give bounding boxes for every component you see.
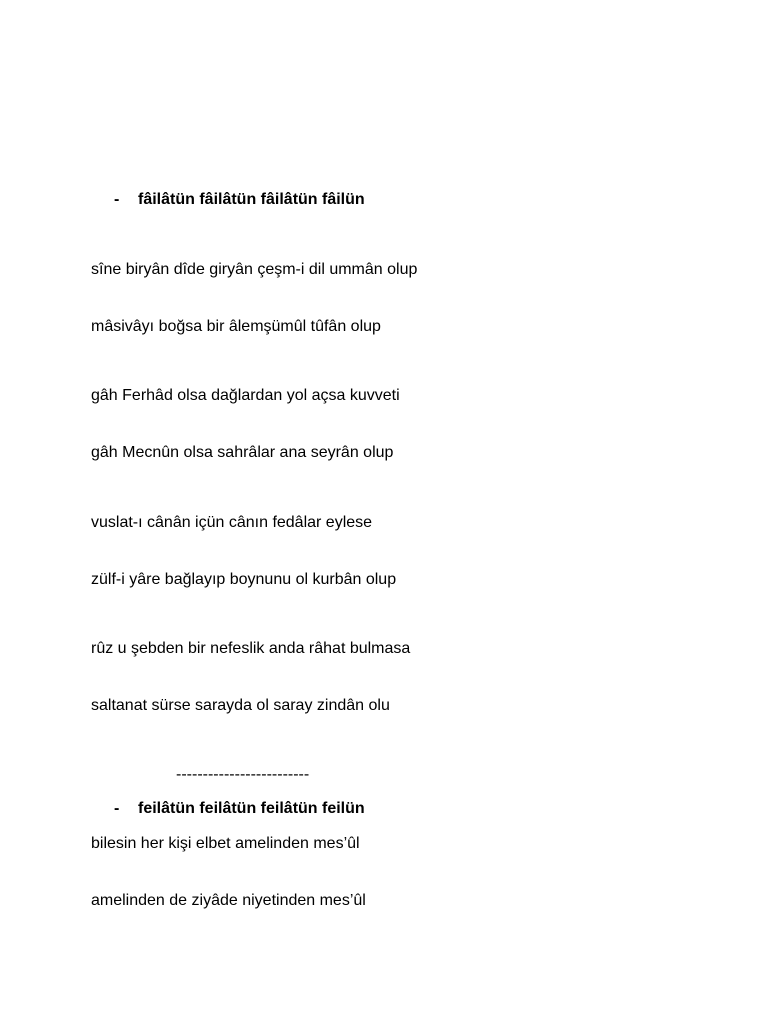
verse-line: gâh Mecnûn olsa sahrâlar ana seyrân olup [91, 444, 394, 461]
meter-text: fâilâtün fâilâtün fâilâtün fâilün [138, 191, 365, 208]
section-separator: ------------------------- [176, 766, 310, 783]
verse-line: saltanat sürse sarayda ol saray zindân olu [91, 697, 390, 714]
verse-line: amelinden de ziyâde niyetinden mes’ûl [91, 892, 366, 909]
verse-line: vuslat-ı cânân içün cânın fedâlar eylese [91, 514, 373, 531]
bullet-dash: - [114, 191, 120, 208]
meter-heading-1 [114, 190, 365, 210]
verse-line: bilesin her kişi elbet amelinden mes’ûl [91, 835, 360, 852]
bullet-dash: - [114, 800, 120, 817]
verse-line: rûz u şebden bir nefeslik anda râhat bulmasa [91, 640, 411, 657]
meter-text: feilâtün feilâtün feilâtün feilün [138, 800, 365, 817]
meter-heading-2 [114, 799, 365, 819]
verse-line: gâh Ferhâd olsa dağlardan yol açsa kuvveti [91, 387, 400, 404]
verse-line: zülf-i yâre bağlayıp boynunu ol kurbân olup [91, 571, 397, 588]
verse-line: mâsivâyı boğsa bir âlemşümûl tûfân olup [91, 318, 381, 335]
verse-line: sîne biryân dîde giryân çeşm-i dil ummân olup [91, 261, 418, 278]
